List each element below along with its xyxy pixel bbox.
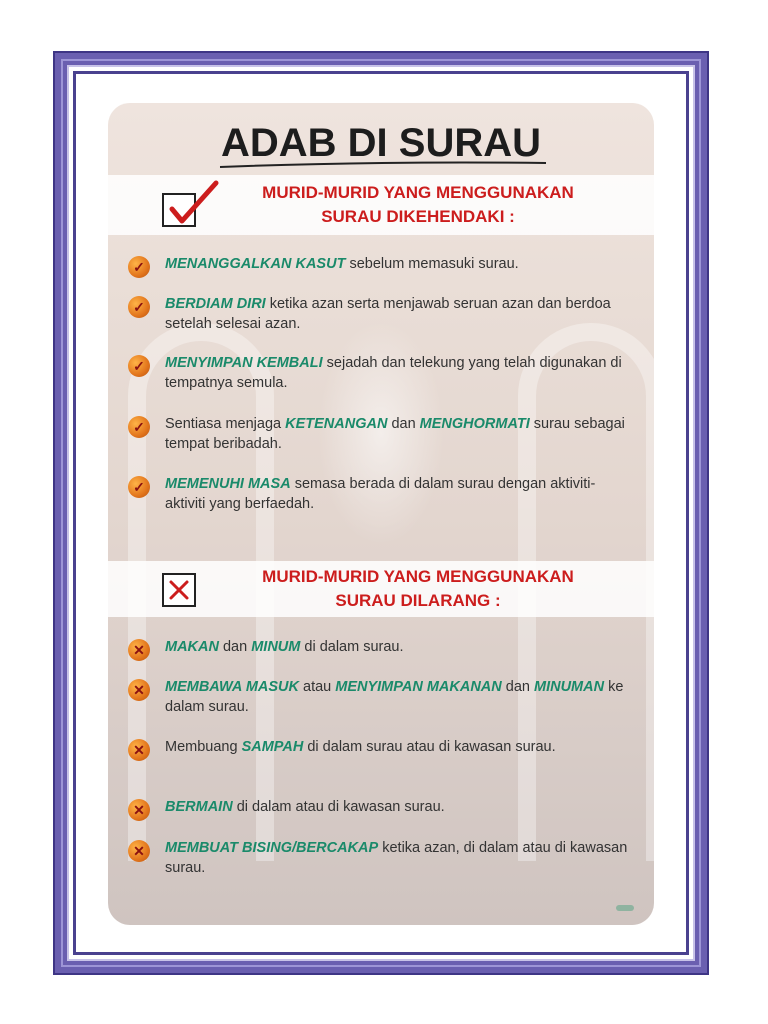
item-text: Sentiasa menjaga bbox=[165, 416, 286, 432]
cross-bullet-icon bbox=[128, 679, 150, 701]
item-text: semasa berada di dalam surau dengan aktiviti-aktiviti yang berfaedah. bbox=[165, 476, 596, 512]
keyword: MENYIMPAN KEMBALI bbox=[165, 355, 323, 371]
keyword: BERDIAM DIRI bbox=[165, 296, 266, 312]
tick-glyph: ✓ bbox=[133, 479, 145, 495]
keyword: MINUM bbox=[251, 639, 301, 655]
item-text: Membuang bbox=[165, 739, 242, 755]
keyword: KETENANGAN bbox=[285, 416, 388, 432]
poster-corner-mark bbox=[616, 905, 634, 911]
cross-bullet-icon bbox=[128, 639, 150, 661]
item-text: atau bbox=[298, 679, 336, 695]
tick-glyph: ✓ bbox=[133, 419, 145, 435]
tick-glyph: ✓ bbox=[133, 259, 145, 275]
keyword: MEMBUAT BISING/BERCAKAP bbox=[165, 840, 379, 856]
poster-title: ADAB DI SURAU bbox=[221, 121, 541, 165]
cross-glyph: ✕ bbox=[133, 642, 145, 658]
list-item bbox=[165, 838, 635, 878]
item-text: dan bbox=[218, 639, 252, 655]
cross-bullet-icon bbox=[128, 739, 150, 761]
forbidden-heading-line1: MURID-MURID YANG MENGGUNAKAN bbox=[262, 567, 574, 586]
item-text: di dalam surau. bbox=[300, 639, 404, 655]
keyword: SAMPAH bbox=[241, 739, 304, 755]
cross-glyph: ✕ bbox=[133, 843, 145, 859]
cross-bullet-icon bbox=[128, 799, 150, 821]
cross-glyph: ✕ bbox=[133, 682, 145, 698]
item-text: dan bbox=[501, 679, 534, 695]
list-item bbox=[165, 637, 635, 657]
allowed-heading-line2: SURAU DIKEHENDAKI : bbox=[321, 207, 515, 226]
cross-glyph: ✕ bbox=[133, 742, 145, 758]
tick-glyph: ✓ bbox=[133, 299, 145, 315]
poster bbox=[108, 103, 654, 925]
keyword: MINUMAN bbox=[534, 679, 605, 695]
forbidden-heading-line2: SURAU DILARANG : bbox=[335, 591, 501, 610]
tick-bullet-icon bbox=[128, 355, 150, 377]
tick-bullet-icon bbox=[128, 256, 150, 278]
keyword: BERMAIN bbox=[165, 799, 233, 815]
keyword: MAKAN bbox=[165, 639, 219, 655]
tick-glyph: ✓ bbox=[133, 358, 145, 374]
title-underline-swoosh bbox=[218, 159, 548, 171]
keyword: MEMENUHI MASA bbox=[165, 476, 291, 492]
item-text: sejadah dan telekung yang telah digunakan di tempatnya semula. bbox=[165, 355, 622, 391]
item-text: dan bbox=[387, 416, 420, 432]
cross-bullet-icon bbox=[128, 840, 150, 862]
checkbox-cross-icon bbox=[162, 573, 196, 607]
allowed-heading bbox=[218, 181, 618, 229]
item-text: di dalam surau atau di kawasan surau. bbox=[303, 739, 556, 755]
keyword: MENYIMPAN MAKANAN bbox=[335, 679, 502, 695]
tick-bullet-icon bbox=[128, 296, 150, 318]
list-item bbox=[165, 677, 635, 717]
list-item bbox=[165, 414, 635, 454]
list-item bbox=[165, 294, 635, 334]
cross-glyph: ✕ bbox=[133, 802, 145, 818]
checkbox-tick-mark bbox=[162, 179, 222, 229]
list-item bbox=[165, 797, 635, 817]
keyword: MEMBAWA MASUK bbox=[165, 679, 299, 695]
keyword: MENGHORMATI bbox=[419, 416, 530, 432]
checkbox-cross-mark bbox=[164, 575, 194, 605]
item-text: ketika azan serta menjawab seruan azan dan berdoa setelah selesai azan. bbox=[165, 296, 611, 332]
item-text: ke dalam surau. bbox=[165, 679, 624, 715]
forbidden-heading bbox=[218, 565, 618, 613]
tick-bullet-icon bbox=[128, 416, 150, 438]
tick-bullet-icon bbox=[128, 476, 150, 498]
list-item bbox=[165, 737, 635, 757]
list-item bbox=[165, 474, 635, 514]
item-text: di dalam atau di kawasan surau. bbox=[232, 799, 445, 815]
keyword: MENANGGALKAN KASUT bbox=[165, 256, 346, 272]
allowed-heading-line1: MURID-MURID YANG MENGGUNAKAN bbox=[262, 183, 574, 202]
item-text: surau sebagai tempat beribadah. bbox=[165, 416, 625, 452]
item-text: ketika azan, di dalam atau di kawasan surau. bbox=[165, 840, 628, 876]
item-text: sebelum memasuki surau. bbox=[345, 256, 519, 272]
list-item bbox=[165, 254, 635, 274]
list-item bbox=[165, 353, 635, 393]
